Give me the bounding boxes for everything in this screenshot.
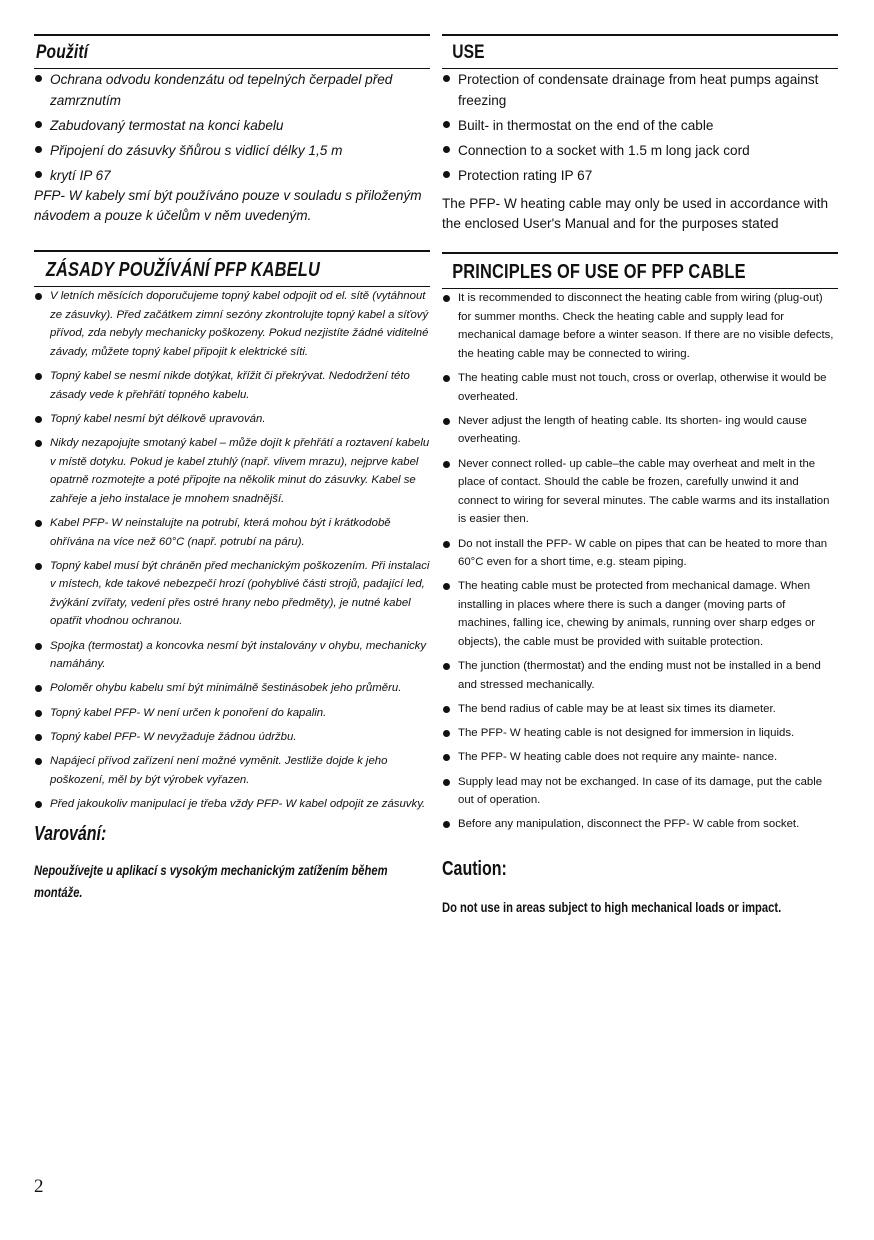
list-item: Nikdy nezapojujte smotaný kabel – může dojít k přehřátí a roztavení kabelu v místě dotyku. Pokud je kabel ztuhlý (např. vlivem mrazu), nejprve kabel opatrně rozmotejte a poté připojte na několik minut do zásuvky. Kabel se zahřeje a jeho instalace je mnohem snadnější. [34, 434, 430, 508]
bullet-icon [35, 643, 42, 650]
list-item: Topný kabel nesmí být délkově upravován. [34, 410, 430, 429]
list-item: The PFP- W heating cable is not designed for immersion in liquids. [442, 724, 838, 743]
use-note-en: The PFP- W heating cable may only be used in accordance with the enclosed User's Manual and for the purposes stated [442, 196, 829, 231]
bullet-icon [443, 146, 450, 153]
use-heading-cz: Použití [36, 42, 89, 63]
english-column [442, 34, 838, 918]
list-item: Topný kabel PFP- W nevyžaduje žádnou údržbu. [34, 728, 430, 747]
bullet-icon [35, 685, 42, 692]
list-item: Before any manipulation, disconnect the PFP- W cable from socket. [442, 815, 838, 834]
list-item: Připojení do zásuvky šňůrou s vidlicí délky 1,5 m [34, 140, 430, 161]
bullet-icon [35, 171, 42, 178]
bullet-icon [443, 461, 450, 468]
list-item: Built- in thermostat on the end of the cable [442, 115, 838, 136]
bullet-icon [443, 75, 450, 82]
list-item: Connection to a socket with 1.5 m long jack cord [442, 140, 838, 161]
list-item: Zabudovaný termostat na konci kabelu [34, 115, 430, 136]
bullet-icon [35, 734, 42, 741]
caution-text-en: Do not use in areas subject to high mechanical loads or impact. [442, 898, 782, 915]
caution-title-en: Caution: [442, 857, 507, 880]
bullet-icon [35, 416, 42, 423]
bullet-icon [35, 520, 42, 527]
list-item: It is recommended to disconnect the heating cable from wiring (plug-out) for summer months. Check the heating cable and supply lead for mechanical damage before a winter season. If there are no visible defects, the heating cable may be connected to wiring. [442, 289, 838, 363]
bullet-icon [443, 663, 450, 670]
list-item: The heating cable must be protected from mechanical damage. When installing in places where there is such a danger (moving parts of machines, falling ice, chewing by animals, running over sharp edges or objects), the cable must be provided with suitable protection. [442, 577, 838, 651]
list-item: The junction (thermostat) and the ending must not be installed in a bend and stressed mechanically. [442, 657, 838, 694]
principles-section-header-en [442, 252, 838, 289]
bullet-icon [35, 293, 42, 300]
bullet-icon [35, 373, 42, 380]
bullet-icon [35, 440, 42, 447]
list-item: Topný kabel se nesmí nikde dotýkat, křížit či překrývat. Nedodržení této zásady vede k přehřátí topného kabelu. [34, 367, 430, 404]
bullet-icon [443, 730, 450, 737]
list-item: Never adjust the length of heating cable. Its shorten- ing would cause overheating. [442, 412, 838, 449]
use-list-cz [34, 69, 430, 186]
list-item: The heating cable must not touch, cross or overlap, otherwise it would be overheated. [442, 369, 838, 406]
list-item: Poloměr ohybu kabelu smí být minimálně šestinásobek jeho průměru. [34, 679, 430, 698]
list-item: krytí IP 67 [34, 165, 430, 186]
principles-list-cz [34, 287, 430, 813]
bullet-icon [443, 779, 450, 786]
bullet-icon [35, 801, 42, 808]
list-item: Napájecí přívod zařízení není možné vyměnit. Jestliže dojde k jeho poškození, měl by být výrobek vyřazen. [34, 752, 430, 789]
bullet-icon [35, 121, 42, 128]
bullet-icon [35, 146, 42, 153]
page-number: 2 [34, 1176, 44, 1197]
list-item: V letních měsících doporučujeme topný kabel odpojit od el. sítě (vytáhnout ze zásuvky). Před začátkem zimní sezóny zkontrolujte topný kabel a síťový přívod, zda nebyly mechanicky poškozeny. Pokud nezjistíte žádné viditelné závady, můžete topný kabel připojit k elektrické síti. [34, 287, 430, 361]
caution-text-cz: Nepoužívejte u aplikací s vysokým mechanickým zatížením během montáže. [34, 862, 388, 901]
bullet-icon [443, 121, 450, 128]
bullet-icon [35, 75, 42, 82]
bullet-icon [35, 758, 42, 765]
list-item: Topný kabel PFP- W není určen k ponoření do kapalin. [34, 704, 430, 723]
bullet-icon [35, 563, 42, 570]
caution-title-cz: Varování: [34, 823, 107, 846]
list-item: Supply lead may not be exchanged. In case of its damage, put the cable out of operation. [442, 773, 838, 810]
principles-section-header-cz [34, 250, 430, 287]
list-item: Ochrana odvodu kondenzátu od tepelných čerpadel před zamrznutím [34, 69, 430, 111]
list-item: Topný kabel musí být chráněn před mechanickým poškozením. Při instalaci v místech, kde takové nebezpečí hrozí (pohyblivé části strojů, padající led, žvýkání zvířaty, vedení přes ostré hrany nebo předměty), je nutné kabel opatřit vhodnou ochranou. [34, 557, 430, 631]
bullet-icon [443, 375, 450, 382]
bullet-icon [443, 418, 450, 425]
bullet-icon [443, 541, 450, 548]
use-note-cz: PFP- W kabely smí být používáno pouze v souladu s přiloženým návodem a pouze k účelům v něm uvedeným. [34, 188, 422, 223]
bullet-icon [443, 754, 450, 761]
principles-heading-en: PRINCIPLES OF USE OF PFP CABLE [452, 261, 746, 283]
czech-column [34, 34, 430, 903]
bullet-icon [443, 821, 450, 828]
bullet-icon [443, 171, 450, 178]
list-item: Protection rating IP 67 [442, 165, 838, 186]
bullet-icon [443, 706, 450, 713]
list-item: The bend radius of cable may be at least six times its diameter. [442, 700, 838, 719]
use-heading-en: USE [452, 42, 485, 63]
use-list-en [442, 69, 838, 186]
bullet-icon [35, 710, 42, 717]
list-item: Protection of condensate drainage from heat pumps against freezing [442, 69, 838, 111]
list-item: Spojka (termostat) a koncovka nesmí být instalovány v ohybu, mechanicky namáhány. [34, 637, 430, 674]
use-section-header-en [442, 34, 838, 69]
principles-list-en [442, 289, 838, 834]
list-item: Never connect rolled- up cable–the cable may overheat and melt in the place of contact. Should the cable be frozen, carefully unwind it and connect to wiring for several minutes. The cable warms and its installation is easier then. [442, 455, 838, 529]
principles-heading-cz: ZÁSADY POUŽÍVÁNÍ PFP KABELU [45, 259, 320, 281]
use-section-header-cz [34, 34, 430, 69]
list-item: Kabel PFP- W neinstalujte na potrubí, která mohou být i krátkodobě ohřívána na více než 60°C (např. potrubí na páru). [34, 514, 430, 551]
bullet-icon [443, 583, 450, 590]
list-item: The PFP- W heating cable does not require any mainte- nance. [442, 748, 838, 767]
list-item: Do not install the PFP- W cable on pipes that can be heated to more than 60°C even for a short time, e.g. steam piping. [442, 535, 838, 572]
bullet-icon [443, 295, 450, 302]
list-item: Před jakoukoliv manipulací je třeba vždy PFP- W kabel odpojit ze zásuvky. [34, 795, 430, 814]
